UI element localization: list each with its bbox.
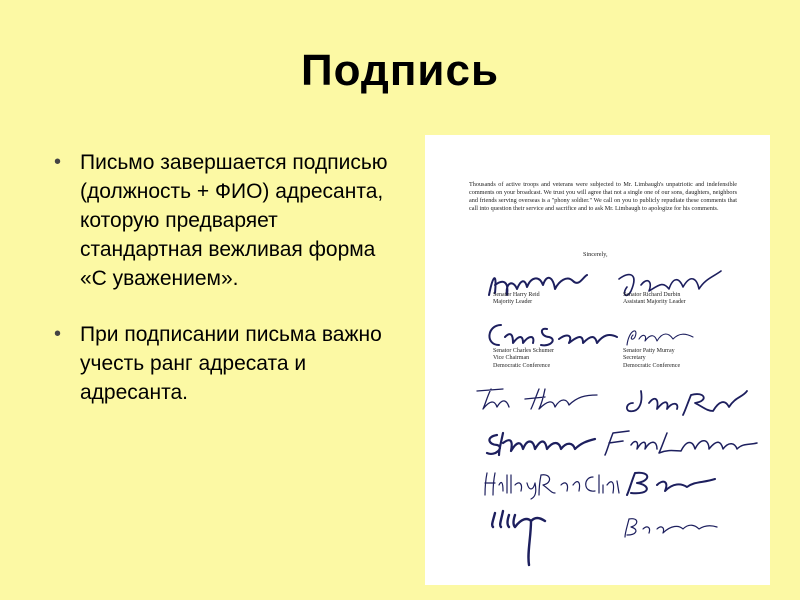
signer-title: Vice Chairman [493, 355, 530, 362]
signer-title: Assistant Majority Leader [623, 299, 686, 306]
signer-block-reid [493, 292, 540, 307]
signer-block-durbin [623, 292, 686, 307]
signer-block-schumer [493, 348, 554, 370]
bullet-text: Письмо завершается подписью (должность + ФИО) адресанта, которую предваряет стандартная вежливая форма «С уважением». [80, 151, 388, 290]
signature-tom-harkin [473, 383, 603, 413]
signature-patty-murray [623, 323, 703, 351]
signature-bill-nelson [487, 507, 557, 571]
bullet-marker: • [54, 151, 62, 173]
signature-jack-reed [621, 385, 761, 419]
signature-bob-casey [621, 469, 721, 497]
bullet-item [50, 320, 390, 407]
slide-title: Подпись [301, 46, 499, 95]
signer-org: Democratic Conference [493, 362, 551, 369]
signer-name: Senator Charles Schumer [493, 348, 554, 354]
bullet-item [50, 148, 390, 293]
signature-bernard-sanders [621, 515, 721, 539]
bullet-marker: • [54, 323, 62, 345]
signer-title: Secretary [623, 355, 646, 362]
signer-org: Democratic Conference [623, 362, 681, 369]
signer-title: Majority Leader [493, 299, 533, 306]
bullet-list [50, 148, 390, 407]
signer-name: Senator Richard Durbin [623, 292, 681, 298]
signer-block-murray [623, 348, 680, 370]
signature-frank-lautenberg [601, 425, 761, 459]
letter-closing: Sincerely, [583, 251, 608, 258]
signer-name: Senator Harry Reid [493, 292, 540, 298]
letter-image [425, 135, 770, 585]
letter-body: Thousands of active troops and veterans were subjected to Mr. Limbaugh's unpatriotic and indefensible comments on your broadcast. We trust you will agree that not a single one of our sons, daughters, neighbors and friends serving overseas is a "phony soldier." We call on you to publicly repudiate these comments that call into question their service and sacrifice and to ask Mr. Limbaugh to apologize for his comments. [469, 181, 737, 212]
signer-name: Senator Patty Murray [623, 348, 675, 354]
bullet-text: При подписании письма важно учесть ранг адресата и адресанта. [80, 323, 382, 404]
signature-hillary-clinton [481, 467, 621, 499]
signature-sheldon-whitehouse [483, 427, 603, 459]
